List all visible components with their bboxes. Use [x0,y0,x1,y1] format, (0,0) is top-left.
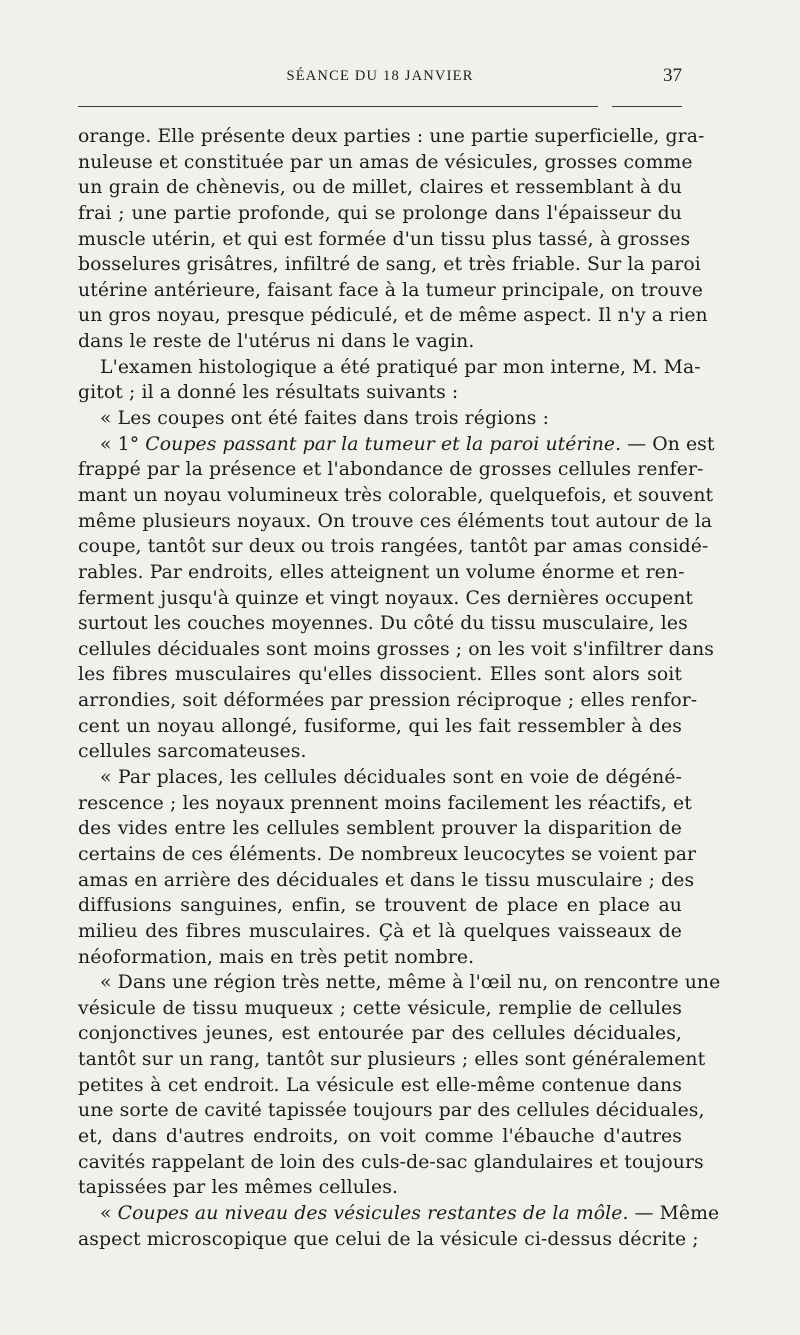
text-line: tapissées par les mêmes cellules. [78,1177,399,1199]
text-line: surtout les couches moyennes. Du côté du tissu musculaire, les [78,613,688,635]
text-line: mant un noyau volumineux très colorable, quelquefois, et souvent [78,484,714,506]
header-rule-left [78,106,598,107]
text-line: rables. Par endroits, elles atteignent un volume énorme et ren- [78,561,685,583]
text-line: amas en arrière des déciduales et dans le tissu musculaire ; des [78,869,695,891]
text-line: néoformation, mais en très petit nombre. [78,946,475,968]
italic-subheading: Coupes au niveau des vésicules restantes de la môle. [117,1202,629,1224]
running-title: SÉANCE DU 18 JANVIER [286,68,474,84]
text-line: vésicule de tissu muqueux ; cette vésicule, remplie de cellules [78,997,682,1019]
text-line: petites à cet endroit. La vésicule est elle-même contenue dans [78,1074,682,1096]
text-line: cent un noyau allongé, fusiforme, qui les fait ressembler à des [78,715,682,737]
text-line: muscle utérin, et qui est formée d'un tissu plus tassé, à grosses [78,228,691,250]
text-line: les fibres musculaires qu'elles dissocient. Elles sont alors soit [78,664,682,686]
text-line: et, dans d'autres endroits, on voit comme l'ébauche d'autres [78,1125,682,1147]
body-text [78,124,721,1252]
text-line: milieu des fibres musculaires. Çà et là quelques vaisseaux de [78,920,682,942]
line-prefix: « 1° [100,433,146,455]
text-line: « Dans une région très nette, même à l'œil nu, on rencontre une [100,972,721,994]
text-line: dans le reste de l'utérus ni dans le vagin. [78,331,475,353]
running-head [78,65,682,92]
text-line: utérine antérieure, faisant face à la tumeur principale, on trouve [78,279,703,301]
header-rule-right [612,106,682,107]
text-line: L'examen histologique a été pratiqué par mon interne, M. Ma- [100,356,701,378]
page-number: 37 [663,65,682,86]
text-line: « Les coupes ont été faites dans trois régions : [100,408,550,430]
text-line: cellules déciduales sont moins grosses ; on les voit s'infiltrer dans [78,638,715,660]
text-line: certains de ces éléments. De nombreux leucocytes se voient par [78,843,697,865]
text-line: arrondies, soit déformées par pression réciproque ; elles renfor- [78,690,698,712]
text-line: un grain de chènevis, ou de millet, claires et ressemblant à du [78,177,682,199]
text-line: cavités rappelant de loin des culs-de-sac glandulaires et toujours [78,1151,704,1173]
line-suffix: — On est [621,433,715,455]
text-line: même plusieurs noyaux. On trouve ces éléments tout autour de la [78,510,713,532]
text-line: conjonctives jeunes, est entourée par des cellules déciduales, [78,1023,682,1045]
text-line: ferment jusqu'à quinze et vingt noyaux. Ces dernières occupent [78,587,694,609]
text-line: « Par places, les cellules déciduales sont en voie de dégéné- [100,767,682,789]
text-line: nuleuse et constituée par un amas de vésicules, grosses comme [78,151,693,173]
text-line: tantôt sur un rang, tantôt sur plusieurs ; elles sont généralement [78,1049,706,1071]
text-line: coupe, tantôt sur deux ou trois rangées, tantôt par amas considé- [78,536,709,558]
italic-subheading: Coupes passant par la tumeur et la paroi utérine. [145,433,622,455]
text-line: bosselures grisâtres, infiltré de sang, et très friable. Sur la paroi [78,254,701,276]
text-line: cellules sarcomateuses. [78,741,307,763]
text-line: orange. Elle présente deux parties : une partie superficielle, gra- [78,126,705,147]
text-line: diffusions sanguines, enfin, se trouvent de place en place au [78,895,682,917]
text-line-mixed [78,432,715,458]
text-line: une sorte de cavité tapissée toujours par des cellules déciduales, [78,1100,705,1122]
text-line: des vides entre les cellules semblent prouver la disparition de [78,818,682,840]
line-prefix: « [100,1202,118,1224]
text-line: gitot ; il a donné les résultats suivants : [78,382,459,404]
text-line: un gros noyau, presque pédiculé, et de même aspect. Il n'y a rien [78,305,708,327]
text-line-mixed [78,1201,720,1227]
text-line: aspect microscopique que celui de la vésicule ci-dessus décrite ; [78,1228,699,1250]
text-line: frappé par la présence et l'abondance de grosses cellules renfer- [78,459,704,481]
line-suffix: — Même [628,1202,720,1224]
text-line: rescence ; les noyaux prennent moins facilement les réactifs, et [78,792,692,814]
text-line: frai ; une partie profonde, qui se prolonge dans l'épaisseur du [78,202,682,224]
